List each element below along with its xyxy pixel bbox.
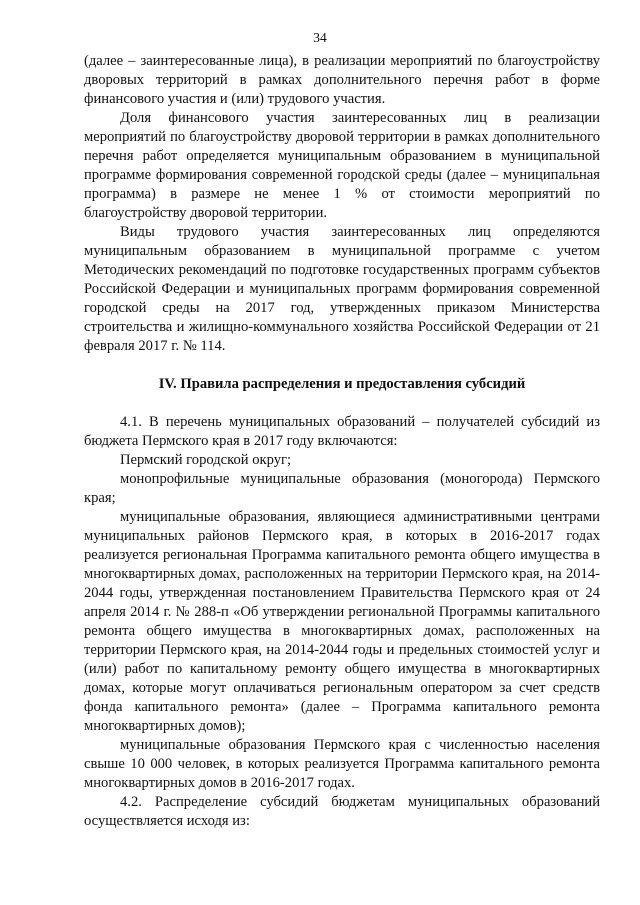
list-item-admin-centers: муниципальные образования, являющиеся административными центрами муниципальных районов Пермского края, в которых в 2016-2017 годах реализуется региональная Программа капитального ремонта общего имущества в многоквартирных домах, расположенных на территории Пермского края, на 2014-2044 годы, утвержденная постановлением Правительства Пермского края от 24 апреля 2014 г. № 288-п «Об утверждении региональной Программы капитального ремонта общего имущества в многоквартирных домах, расположенных на территории Пермского края, на 2014-2044 годы и предельных стоимостей услуг и (или) работ по капитальному ремонту общего имущества в многоквартирных домах, которые могут оплачиваться региональным оператором за счет средств фонда капитального ремонта» (далее – Программа капитального ремонта многоквартирных домов); <box>84 509 600 734</box>
list-item-population: муниципальные образования Пермского края с численностью населения свыше 10 000 человек, в которых реализуется Программа капитального ремонта многоквартирных домов в 2016-2017 годах. <box>84 737 600 791</box>
list-item-perm-city: Пермский городской округ; <box>120 452 292 468</box>
paragraph-labor-participation: Виды трудового участия заинтересованных лиц определяются муниципальным образованием в муниципальной программе с учетом Методических рекомендаций по подготовке государственных программ субъектов Российской Федерации и муниципальных программ формирования современной городской среды на 2017 год, утвержденных приказом Министерства строительства и жилищно-коммунального хозяйства Российской Федерации от 21 февраля 2017 г. № 114. <box>84 224 600 354</box>
paragraph-interested-parties: (далее – заинтересованные лица), в реализации мероприятий по благоустройству дворовых территорий в рамках дополнительного перечня работ в форме финансового участия и (или) трудового участия. <box>84 53 600 107</box>
page-number: 34 <box>313 30 327 45</box>
paragraph-financial-share: Доля финансового участия заинтересованных лиц в реализации мероприятий по благоустройству дворовой территории в рамках дополнительного перечня работ определяется муниципальным образованием в муниципальной программе формирования современной городской среды (далее – муниципальная программа) в размере не менее 1 % от стоимости мероприятий по благоустройству дворовой территории. <box>84 110 600 221</box>
paragraph-4-1: 4.1. В перечень муниципальных образований – получателей субсидий из бюджета Пермского края в 2017 году включаются: <box>84 414 600 449</box>
section-heading: IV. Правила распределения и предоставления субсидий <box>158 376 526 392</box>
paragraph-4-2: 4.2. Распределение субсидий бюджетам муниципальных образований осуществляется исходя из: <box>84 794 600 829</box>
body-text <box>84 52 600 831</box>
list-item-monotowns: монопрофильные муниципальные образования (моногорода) Пермского края; <box>84 471 600 506</box>
